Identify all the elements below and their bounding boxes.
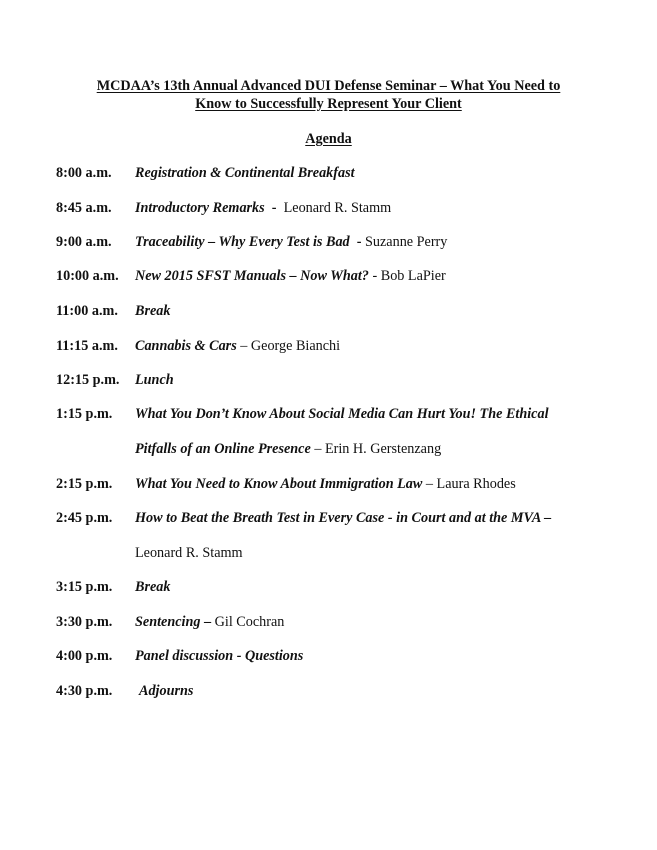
agenda-time: 10:00 a.m. [56, 268, 119, 284]
agenda-time: 4:30 p.m. [56, 683, 113, 699]
agenda-desc [139, 681, 193, 701]
agenda-speaker: Laura Rhodes [436, 476, 516, 492]
agenda-time: 8:00 a.m. [56, 165, 112, 181]
agenda-topic: Sentencing [135, 614, 201, 630]
agenda-topic: How to Beat the Breath Test in Every Case - in Court and at the MVA – [135, 510, 552, 526]
agenda-desc [135, 577, 170, 597]
agenda-time: 11:15 a.m. [56, 338, 118, 354]
agenda-time: 12:15 p.m. [56, 372, 120, 388]
document-title [40, 77, 617, 113]
agenda-time: 3:15 p.m. [56, 579, 113, 595]
agenda-desc [135, 266, 446, 286]
agenda-topic: Introductory Remarks [135, 200, 265, 216]
agenda-topic-continued: Pitfalls of an Online Presence [135, 441, 311, 457]
agenda-separator: – [236, 338, 251, 354]
agenda-separator: - [264, 200, 284, 216]
agenda-desc [135, 474, 516, 494]
agenda-topic: What You Don’t Know About Social Media Can Hurt You! The Ethical [135, 406, 549, 422]
title-line-1: MCDAA’s 13th Annual Advanced DUI Defense Seminar – What You Need to [96, 78, 561, 94]
agenda-speaker: Bob LaPier [380, 268, 446, 284]
agenda-desc [135, 370, 174, 390]
agenda-desc [135, 163, 355, 183]
agenda-topic: Adjourns [139, 683, 194, 699]
agenda-speaker: Suzanne Perry [365, 234, 448, 250]
agenda-desc [135, 404, 549, 424]
agenda-heading: Agenda [305, 131, 352, 147]
agenda-speaker: Leonard R. Stamm [283, 200, 392, 216]
agenda-item-continuation [135, 439, 441, 459]
agenda-time: 4:00 p.m. [56, 648, 113, 664]
title-line-2: Know to Successfully Represent Your Client [195, 96, 462, 112]
agenda-desc [135, 301, 170, 321]
agenda-topic: Registration & Continental Breakfast [135, 165, 355, 181]
agenda-topic: Panel discussion - Questions [135, 648, 304, 664]
agenda-topic: What You Need to Know About Immigration Law [135, 476, 423, 492]
agenda-time: 11:00 a.m. [56, 303, 118, 319]
agenda-topic: Break [135, 303, 171, 319]
agenda-time: 2:45 p.m. [56, 510, 113, 526]
agenda-time: 9:00 a.m. [56, 234, 112, 250]
agenda-item-continuation [135, 543, 243, 563]
agenda-desc [135, 232, 447, 252]
agenda-separator: – [310, 441, 325, 457]
agenda-topic: New 2015 SFST Manuals – Now What? [135, 268, 369, 284]
agenda-desc [135, 646, 303, 666]
agenda-time: 1:15 p.m. [56, 406, 113, 422]
agenda-separator: - [349, 234, 366, 250]
agenda-separator: - [368, 268, 381, 284]
agenda-separator: – [422, 476, 437, 492]
agenda-speaker: Erin H. Gerstenzang [324, 441, 442, 457]
agenda-topic: Cannabis & Cars [135, 338, 237, 354]
agenda-separator: – [200, 614, 215, 630]
agenda-time: 2:15 p.m. [56, 476, 113, 492]
agenda-topic: Traceability – Why Every Test is Bad [135, 234, 350, 250]
agenda-time: 3:30 p.m. [56, 614, 113, 630]
agenda-speaker: George Bianchi [250, 338, 341, 354]
agenda-desc [135, 612, 284, 632]
agenda-topic: Lunch [135, 372, 174, 388]
agenda-desc [135, 198, 391, 218]
agenda-topic: Break [135, 579, 171, 595]
agenda-time: 8:45 a.m. [56, 200, 112, 216]
agenda-speaker: Gil Cochran [214, 614, 285, 630]
agenda-desc [135, 336, 340, 356]
agenda-speaker: Leonard R. Stamm [135, 545, 243, 561]
agenda-desc [135, 508, 551, 528]
